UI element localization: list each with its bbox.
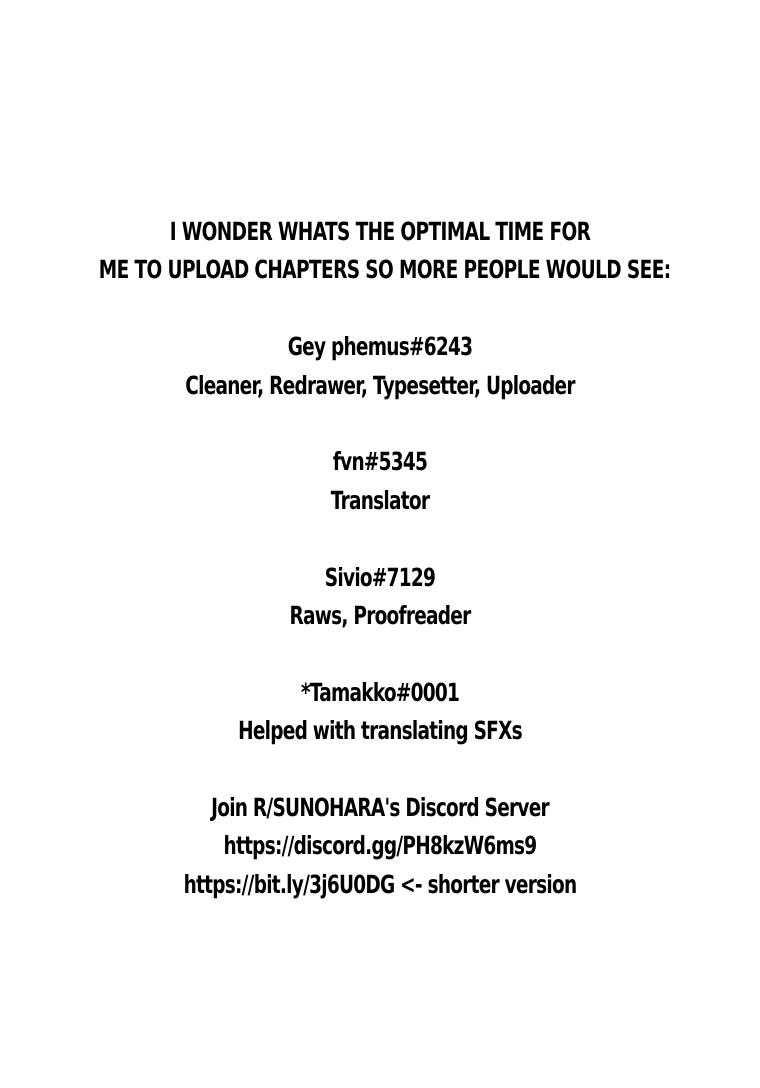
credit-name-2: fvn#5345: [332, 447, 428, 477]
spacer: [0, 520, 760, 558]
short-link[interactable]: https://bit.ly/3j6U0DG <- shorter version: [183, 869, 577, 899]
spacer: [0, 635, 760, 673]
credit-role-4: Helped with translating SFXs: [238, 716, 522, 746]
credits-text-block: [0, 213, 760, 904]
credit-role-3: Raws, Proofreader: [289, 600, 471, 630]
discord-link[interactable]: https://discord.gg/PH8kzW6ms9: [223, 831, 537, 861]
credit-name-1: Gey phemus#6243: [287, 332, 473, 362]
credit-role-2: Translator: [330, 485, 430, 515]
discord-join-text: Join R/SUNOHARA's Discord Server: [211, 792, 549, 822]
spacer: [0, 750, 760, 788]
credit-role-1: Cleaner, Redrawer, Typesetter, Uploader: [185, 370, 575, 400]
credit-name-4: *Tamakko#0001: [300, 677, 460, 707]
credit-name-3: Sivio#7129: [324, 562, 436, 592]
header-line-1: I WONDER WHATS THE OPTIMAL TIME FOR: [169, 217, 591, 246]
spacer: [0, 405, 760, 443]
spacer: [0, 290, 760, 328]
header-line-2: ME TO UPLOAD CHAPTERS SO MORE PEOPLE WOULD SEE:: [98, 255, 671, 285]
